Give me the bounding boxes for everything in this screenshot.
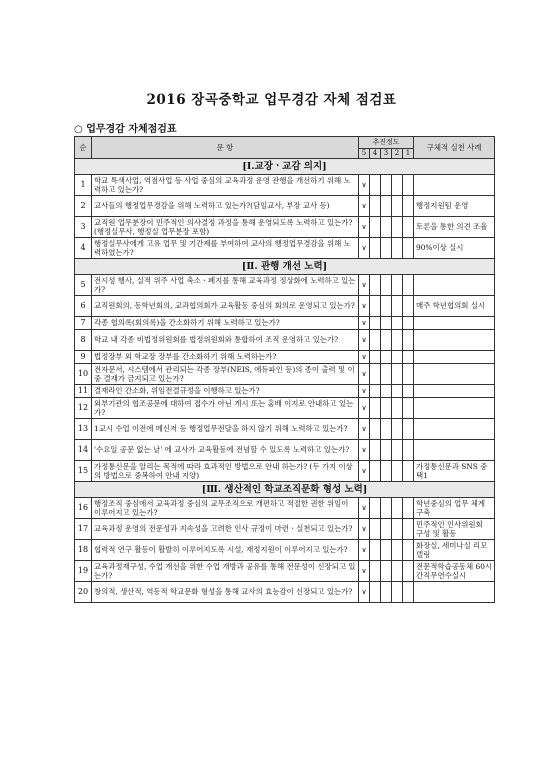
row-number: 16 (75, 498, 92, 519)
table-row (75, 540, 495, 561)
row-number: 15 (75, 461, 92, 482)
page-title: 2016 장곡중학교 업무경감 자체 점검표 (146, 92, 397, 108)
practice-note: 민주적인 인사위원회 구성 및 활동 (414, 519, 495, 540)
scale-cell (381, 196, 392, 217)
scale-cell (403, 385, 414, 398)
practice-note (414, 419, 495, 440)
scale-cell (392, 275, 403, 296)
scale-cell (381, 217, 392, 238)
scale-cell (392, 196, 403, 217)
row-number: 11 (75, 385, 92, 398)
scale-cell (381, 440, 392, 461)
practice-note (414, 351, 495, 364)
scale-cell (403, 317, 414, 330)
scale-cell (381, 385, 392, 398)
scale-cell (381, 364, 392, 385)
practice-note: 학년중심의 업무 체계 구축 (414, 498, 495, 519)
scale-cell (392, 540, 403, 561)
scale-cell (403, 196, 414, 217)
row-number: 3 (75, 217, 92, 238)
table-row (75, 519, 495, 540)
scale-cell (381, 275, 392, 296)
table-row (75, 275, 495, 296)
table-row (75, 419, 495, 440)
scale-cell (370, 175, 381, 196)
practice-note: 90%이상 실시 (414, 238, 495, 259)
question-text: 1교시 수업 이전에 메신저 등 행정업무전달을 하지 않기 위해 노력하고 있는가? (92, 419, 359, 440)
row-number: 9 (75, 351, 92, 364)
scale-cell (403, 561, 414, 582)
header-level: 4 (370, 149, 381, 159)
scale-cell (392, 330, 403, 351)
row-number: 20 (75, 582, 92, 603)
check-mark: ∨ (359, 275, 370, 296)
table-row (75, 217, 495, 238)
check-mark: ∨ (359, 296, 370, 317)
question-text: 교육과정재구성, 수업 개선을 위한 수업 개방과 공유를 통해 전문성이 신장되고 있는가? (92, 561, 359, 582)
question-text: 전자문서, 시스템에서 관리되는 각종 장부(NEIS, 에듀파인 등)의 종이 출력 및 이중 결재가 금지되고 있는가? (92, 364, 359, 385)
scale-cell (381, 540, 392, 561)
scale-cell (403, 296, 414, 317)
row-number: 13 (75, 419, 92, 440)
scale-cell (370, 398, 381, 419)
table-row (75, 238, 495, 259)
table-row (75, 582, 495, 603)
scale-cell (381, 317, 392, 330)
practice-note: 매주 학년협의회 실시 (414, 296, 495, 317)
row-number: 7 (75, 317, 92, 330)
section-title: [Ⅰ.교장ㆍ교감 의지] (75, 159, 495, 175)
scale-cell (370, 540, 381, 561)
row-number: 10 (75, 364, 92, 385)
row-number: 6 (75, 296, 92, 317)
scale-cell (392, 175, 403, 196)
scale-cell (381, 561, 392, 582)
scale-cell (403, 398, 414, 419)
scale-cell (392, 582, 403, 603)
scale-cell (392, 351, 403, 364)
scale-cell (403, 498, 414, 519)
scale-cell (392, 419, 403, 440)
question-text: 교직원회의, 동학년회의, 교과협의회가 교육활동 중심의 회의로 운영되고 있는가? (92, 296, 359, 317)
question-text: 행정실무사에게 고유 업무 및 기간제를 부여하여 교사의 행정업무경감을 위해 노력하였는가? (92, 238, 359, 259)
check-mark: ∨ (359, 498, 370, 519)
row-number: 4 (75, 238, 92, 259)
table-row (75, 351, 495, 364)
section-header-row (75, 482, 495, 498)
header-level: 1 (403, 149, 414, 159)
question-text: 전시성 행사, 실적 위주 사업 축소ㆍ폐지를 통해 교육과정 정상화에 노력하고 있는가? (92, 275, 359, 296)
practice-note (414, 317, 495, 330)
scale-cell (392, 217, 403, 238)
scale-cell (381, 498, 392, 519)
scale-cell (392, 519, 403, 540)
row-number: 19 (75, 561, 92, 582)
scale-cell (403, 440, 414, 461)
practice-note: 행정지원팀 운영 (414, 196, 495, 217)
scale-cell (381, 330, 392, 351)
scale-cell (370, 317, 381, 330)
header-number: 순 (75, 137, 92, 159)
section-title: [Ⅲ. 생산적인 학교조직문화 형성 노력] (75, 482, 495, 498)
check-mark: ∨ (359, 364, 370, 385)
row-number: 17 (75, 519, 92, 540)
scale-cell (370, 196, 381, 217)
row-number: 1 (75, 175, 92, 196)
scale-cell (392, 561, 403, 582)
question-text: 협력적 연구 활동이 활발히 이루어지도록 시설, 재정지원이 이루어지고 있는가? (92, 540, 359, 561)
practice-note: 전문적학습공동체 60시간직무연수실시 (414, 561, 495, 582)
practice-note (414, 364, 495, 385)
scale-cell (403, 217, 414, 238)
row-number: 8 (75, 330, 92, 351)
question-text: '수요일 공문 없는 날' 에 교사가 교육활동에 전념할 수 있도록 노력하고 있는가? (92, 440, 359, 461)
check-mark: ∨ (359, 217, 370, 238)
scale-cell (403, 351, 414, 364)
scale-cell (370, 561, 381, 582)
scale-cell (370, 461, 381, 482)
scale-cell (381, 238, 392, 259)
scale-cell (403, 175, 414, 196)
scale-cell (370, 419, 381, 440)
practice-note: 토론을 통한 의견 조율 (414, 217, 495, 238)
scale-cell (392, 364, 403, 385)
scale-cell (370, 296, 381, 317)
scale-cell (403, 238, 414, 259)
scale-cell (381, 461, 392, 482)
table-row (75, 561, 495, 582)
header-question: 문 항 (92, 137, 359, 159)
question-text: 학교 특색사업, 역점사업 등 사업 중심의 교육과정 운영 관행을 개선하기 위해 노력하고 있는가? (92, 175, 359, 196)
check-mark: ∨ (359, 398, 370, 419)
row-number: 14 (75, 440, 92, 461)
check-mark: ∨ (359, 385, 370, 398)
check-mark: ∨ (359, 561, 370, 582)
section-header-row (75, 159, 495, 175)
check-mark: ∨ (359, 196, 370, 217)
scale-cell (370, 440, 381, 461)
practice-note (414, 440, 495, 461)
scale-cell (403, 275, 414, 296)
question-text: 학교 내 각종 비법정위원회를 법정위원회와 통합하여 조직 운영하고 있는가? (92, 330, 359, 351)
header-level: 3 (381, 149, 392, 159)
practice-note (414, 582, 495, 603)
row-number: 2 (75, 196, 92, 217)
question-text: 교사들의 행정업무경감을 위해 노력하고 있는가?(담임교사, 부장 교사 등) (92, 196, 359, 217)
scale-cell (370, 351, 381, 364)
header-level: 2 (392, 149, 403, 159)
practice-note (414, 275, 495, 296)
section-title: [Ⅱ. 관행 개선 노력] (75, 259, 495, 275)
practice-note (414, 330, 495, 351)
table-row (75, 398, 495, 419)
table-row (75, 317, 495, 330)
scale-cell (392, 498, 403, 519)
scale-cell (403, 419, 414, 440)
scale-cell (403, 582, 414, 603)
scale-cell (370, 385, 381, 398)
scale-cell (403, 330, 414, 351)
scale-cell (381, 398, 392, 419)
question-text: 창의적, 생산적, 역동적 학교문화 형성을 통해 교사의 효능감이 신장되고 있는가? (92, 582, 359, 603)
section-subtitle: ○ 업무경감 자체점검표 (74, 124, 177, 135)
header-scale: 추진정도 (359, 137, 414, 149)
scale-cell (370, 519, 381, 540)
check-mark: ∨ (359, 461, 370, 482)
check-mark: ∨ (359, 582, 370, 603)
scale-cell (403, 519, 414, 540)
practice-note (414, 398, 495, 419)
checklist-body (75, 159, 495, 603)
scale-cell (392, 440, 403, 461)
question-text: 결재라인 간소화, 위임전결규정을 이행하고 있는가? (92, 385, 359, 398)
scale-cell (381, 519, 392, 540)
row-number: 12 (75, 398, 92, 419)
check-mark: ∨ (359, 330, 370, 351)
scale-cell (370, 217, 381, 238)
checklist-table (74, 136, 495, 603)
scale-cell (392, 238, 403, 259)
scale-cell (370, 238, 381, 259)
scale-cell (392, 296, 403, 317)
question-text: 외부기관의 협조공문에 대하여 접수가 아닌 게시 또는 홍배 이지로 안내하고 있는가? (92, 398, 359, 419)
check-mark: ∨ (359, 238, 370, 259)
scale-cell (370, 498, 381, 519)
question-text: 각종 협의록(회의록)을 간소화하기 위해 노력하고 있는가? (92, 317, 359, 330)
table-row (75, 364, 495, 385)
table-row (75, 498, 495, 519)
check-mark: ∨ (359, 317, 370, 330)
scale-cell (370, 582, 381, 603)
practice-note: 가정통신문과 SNS 중 택1 (414, 461, 495, 482)
scale-cell (403, 364, 414, 385)
scale-cell (381, 582, 392, 603)
scale-cell (392, 398, 403, 419)
practice-note (414, 175, 495, 196)
check-mark: ∨ (359, 440, 370, 461)
scale-cell (403, 461, 414, 482)
question-text: 가정통신문을 알리는 목적에 따라 효과적인 방법으로 안내 하는가? (두 가지 이상의 방법으로 중복하여 안내 지양) (92, 461, 359, 482)
scale-cell (370, 275, 381, 296)
check-mark: ∨ (359, 519, 370, 540)
scale-cell (392, 461, 403, 482)
scale-cell (370, 330, 381, 351)
scale-cell (370, 364, 381, 385)
check-mark: ∨ (359, 175, 370, 196)
table-row (75, 175, 495, 196)
scale-cell (381, 419, 392, 440)
scale-cell (403, 540, 414, 561)
section-header-row (75, 259, 495, 275)
question-text: 교직원 업무분장이 민주적인 의사결정 과정을 통해 운영되도록 노력하고 있는가?(행정실무사, 행정실 업무분장 포함) (92, 217, 359, 238)
scale-cell (392, 317, 403, 330)
scale-cell (381, 175, 392, 196)
table-row (75, 461, 495, 482)
practice-note: 화장실, 세미나실 리모델링 (414, 540, 495, 561)
table-row (75, 330, 495, 351)
question-text: 행정조직 중심에서 교육과정 중심의 교무조직으로 개편하고 적절한 권한 위임이 이루어지고 있는가? (92, 498, 359, 519)
table-row (75, 196, 495, 217)
question-text: 교육과정 운영의 전문성과 지속성을 고려한 인사 규정이 마련ㆍ실천되고 있는가? (92, 519, 359, 540)
check-mark: ∨ (359, 540, 370, 561)
row-number: 18 (75, 540, 92, 561)
scale-cell (381, 351, 392, 364)
question-text: 법정장부 외 학교장 장부를 간소화하기 위해 노력하는가? (92, 351, 359, 364)
row-number: 5 (75, 275, 92, 296)
scale-cell (381, 296, 392, 317)
check-mark: ∨ (359, 419, 370, 440)
check-mark: ∨ (359, 351, 370, 364)
header-level: 5 (359, 149, 370, 159)
table-row (75, 296, 495, 317)
practice-note (414, 385, 495, 398)
header-practice: 구체적 실천 사례 (414, 137, 495, 159)
table-row (75, 440, 495, 461)
table-row (75, 385, 495, 398)
scale-cell (392, 385, 403, 398)
